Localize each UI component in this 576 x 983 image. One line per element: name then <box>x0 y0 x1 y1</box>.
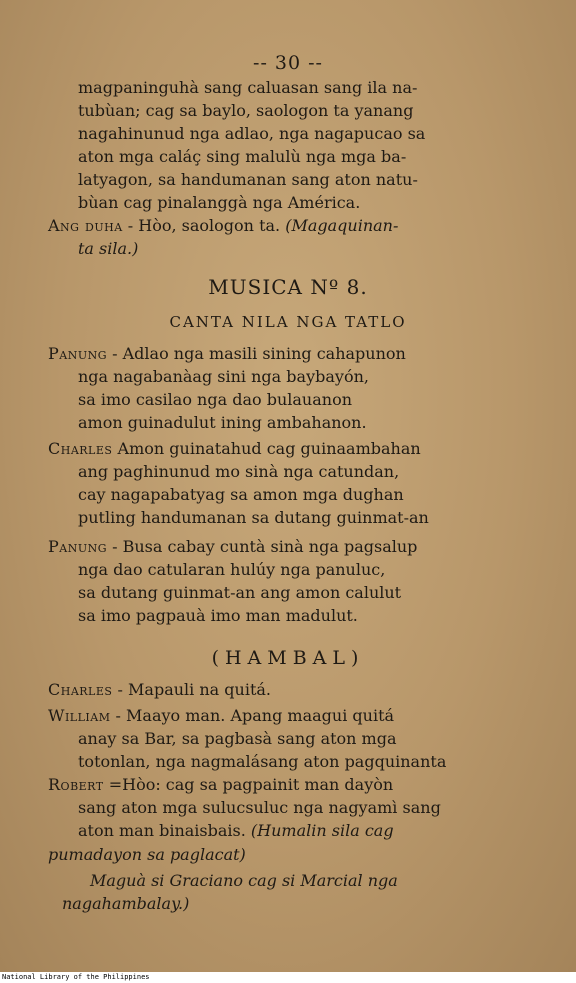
speaker-line <box>78 821 394 841</box>
verse-line: amon guinadulut ining ambahanon. <box>78 413 367 432</box>
speaker-name: Robert <box>48 775 104 794</box>
text-line: anay sa Bar, sa pagbasà sang aton mga <box>78 729 397 748</box>
verse-line: cay nagapabatyag sa amon mga dughan <box>78 485 404 504</box>
stage-direction: Maguà si Graciano cag si Marcial nga <box>90 871 398 890</box>
speaker-line <box>48 216 398 236</box>
speaker-name: Panung <box>48 537 108 556</box>
speaker-name: Charles <box>48 680 113 699</box>
text-line: latyagon, sa handumanan sang aton natu- <box>78 170 418 189</box>
dialogue-text: - Maayo man. Apang maagui quitá <box>115 706 395 725</box>
speaker-name: Ang duha <box>48 216 123 235</box>
text-line: aton mga caláç sing malulù nga mga ba- <box>78 147 407 166</box>
page-number: -- 30 -- <box>253 52 323 74</box>
text-line: nagahinunud nga adlao, nga nagapucao sa <box>78 124 426 143</box>
text-line: magpaninguhà sang caluasan sang ila na- <box>78 78 418 97</box>
speaker-line <box>48 706 394 726</box>
speaker-line <box>48 344 406 364</box>
library-credit: National Library of the Philippines <box>0 972 576 983</box>
hambal-title: (HAMBAL) <box>211 647 365 669</box>
dialogue-text: - Mapauli na quitá. <box>117 680 271 699</box>
speaker-line <box>48 439 421 459</box>
text-line: tubùan; cag sa baylo, saologon ta yanang <box>78 101 414 120</box>
verse-line: nga nagabanàag sini nga baybayón, <box>78 367 369 386</box>
verse-text: - Busa cabay cuntà sinà nga pagsalup <box>112 537 418 556</box>
text-line: totonlan, nga nagmalásang aton pagquinanta <box>78 752 447 771</box>
verse-line: ang paghinunud mo sinà nga catundan, <box>78 462 400 481</box>
stage-direction: (Humalin sila cag <box>250 821 394 840</box>
verse-text: - Adlao nga masili sining cahapunon <box>112 344 406 363</box>
stage-direction: nagahambalay.) <box>62 894 190 913</box>
canta-title: CANTA NILA NGA TATLO <box>169 313 407 331</box>
verse-line: putling handumanan sa dutang guinmat-an <box>78 508 429 527</box>
dialogue-text: =Hòo: cag sa pagpainit man dayòn <box>108 775 394 794</box>
stage-direction: ta sila.) <box>78 239 139 258</box>
speaker-name: William <box>48 706 111 725</box>
speaker-name: Panung <box>48 344 108 363</box>
text-line: bùan cag pinalanggà nga América. <box>78 193 361 212</box>
musica-title: MUSICA Nº 8. <box>208 275 368 299</box>
speaker-line <box>48 537 417 557</box>
speaker-line <box>48 775 393 795</box>
verse-text: Amon guinatahud cag guinaambahan <box>117 439 421 458</box>
verse-line: nga dao catularan hulúy nga panuluc, <box>78 560 386 579</box>
speaker-line <box>48 680 271 700</box>
speaker-name: Charles <box>48 439 113 458</box>
stage-direction: (Magaquinan- <box>285 216 399 235</box>
verse-line: sa imo pagpauà imo man madulut. <box>78 606 358 625</box>
stage-direction: pumadayon sa paglacat) <box>48 845 246 864</box>
text-line: sang aton mga sulucsuluc nga nagyamì sang <box>78 798 441 817</box>
verse-line: sa imo casilao nga dao bulauanon <box>78 390 353 409</box>
verse-line: sa dutang guinmat-an ang amon calulut <box>78 583 402 602</box>
dialogue-text: - Hòo, saologon ta. <box>127 216 281 235</box>
dialogue-text: aton man binaisbais. <box>78 821 246 840</box>
